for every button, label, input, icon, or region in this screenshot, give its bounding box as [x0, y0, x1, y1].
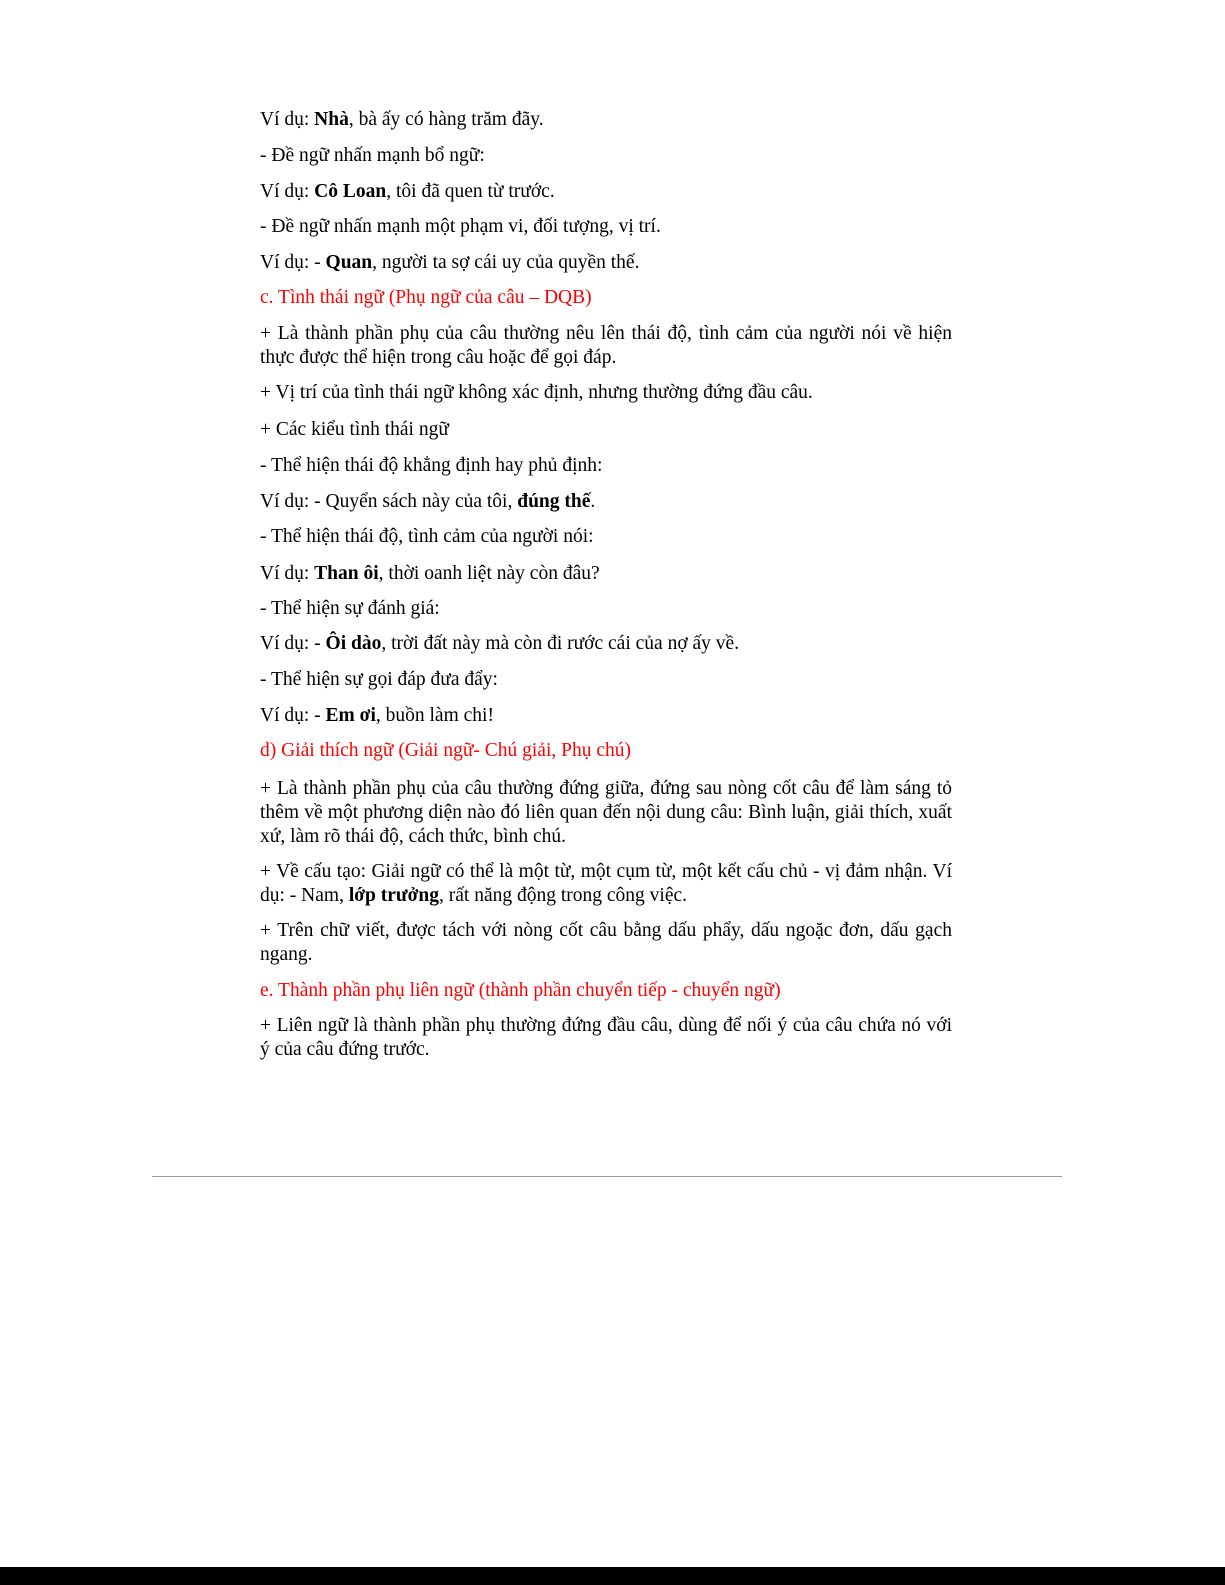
text-line: + Các kiểu tình thái ngữ — [260, 419, 449, 440]
paragraph: + Là thành phần phụ của câu thường nêu lên thái độ, tình cảm của người nói về hiện thực được thể hiện trong câu hoặc để gọi đáp. — [260, 323, 952, 368]
example-line: Ví dụ: Nhà, bà ấy có hàng trăm đãy. — [260, 109, 544, 130]
example-line: Ví dụ: - Em ơi, buồn làm chi! — [260, 705, 494, 726]
paragraph: + Trên chữ viết, được tách với nòng cốt câu bằng dấu phẩy, dấu ngoặc đơn, dấu gạch ngang. — [260, 920, 952, 965]
bottom-edge — [0, 1567, 1225, 1585]
text-line: - Đề ngữ nhấn mạnh bổ ngữ: — [260, 145, 485, 166]
text-line: + Vị trí của tình thái ngữ không xác định, nhưng thường đứng đầu câu. — [260, 382, 813, 403]
page-divider — [152, 1176, 1062, 1177]
section-heading-e: e. Thành phần phụ liên ngữ (thành phần chuyển tiếp - chuyển ngữ) — [260, 980, 781, 1001]
text-line: - Thể hiện sự đánh giá: — [260, 598, 440, 619]
section-heading-d: d) Giải thích ngữ (Giải ngữ- Chú giải, Phụ chú) — [260, 740, 631, 761]
example-line: Ví dụ: - Quan, người ta sợ cái uy của quyền thế. — [260, 252, 640, 273]
example-line: Ví dụ: - Ôi dào, trời đất này mà còn đi rước cái của nợ ấy về. — [260, 633, 740, 654]
paragraph: + Là thành phần phụ của câu thường đứng giữa, đứng sau nòng cốt câu để làm sáng tỏ thêm về một phương diện nào đó liên quan đến nội dung câu: Bình luận, giải thích, xuất xứ, làm rõ thái độ, cách thức, bình chú. — [260, 778, 952, 847]
example-line: Ví dụ: Cô Loan, tôi đã quen từ trước. — [260, 181, 555, 202]
section-heading-c: c. Tình thái ngữ (Phụ ngữ của câu – DQB) — [260, 287, 592, 308]
text-line: - Thể hiện thái độ khẳng định hay phủ định: — [260, 455, 603, 476]
paragraph: + Về cấu tạo: Giải ngữ có thể là một từ, một cụm từ, một kết cấu chủ - vị đảm nhận. Ví dụ: - Nam, lớp trưởng, rất năng động trong công việc. — [260, 861, 952, 906]
example-line: Ví dụ: - Quyển sách này của tôi, đúng thế. — [260, 491, 596, 512]
text-line: - Thể hiện thái độ, tình cảm của người nói: — [260, 526, 594, 547]
paragraph: + Liên ngữ là thành phần phụ thường đứng đầu câu, dùng để nối ý của câu chứa nó với ý của câu đứng trước. — [260, 1015, 952, 1060]
example-line: Ví dụ: Than ôi, thời oanh liệt này còn đâu? — [260, 563, 600, 584]
text-line: - Đề ngữ nhấn mạnh một phạm vi, đối tượng, vị trí. — [260, 216, 661, 237]
text-line: - Thể hiện sự gọi đáp đưa đẩy: — [260, 669, 498, 690]
